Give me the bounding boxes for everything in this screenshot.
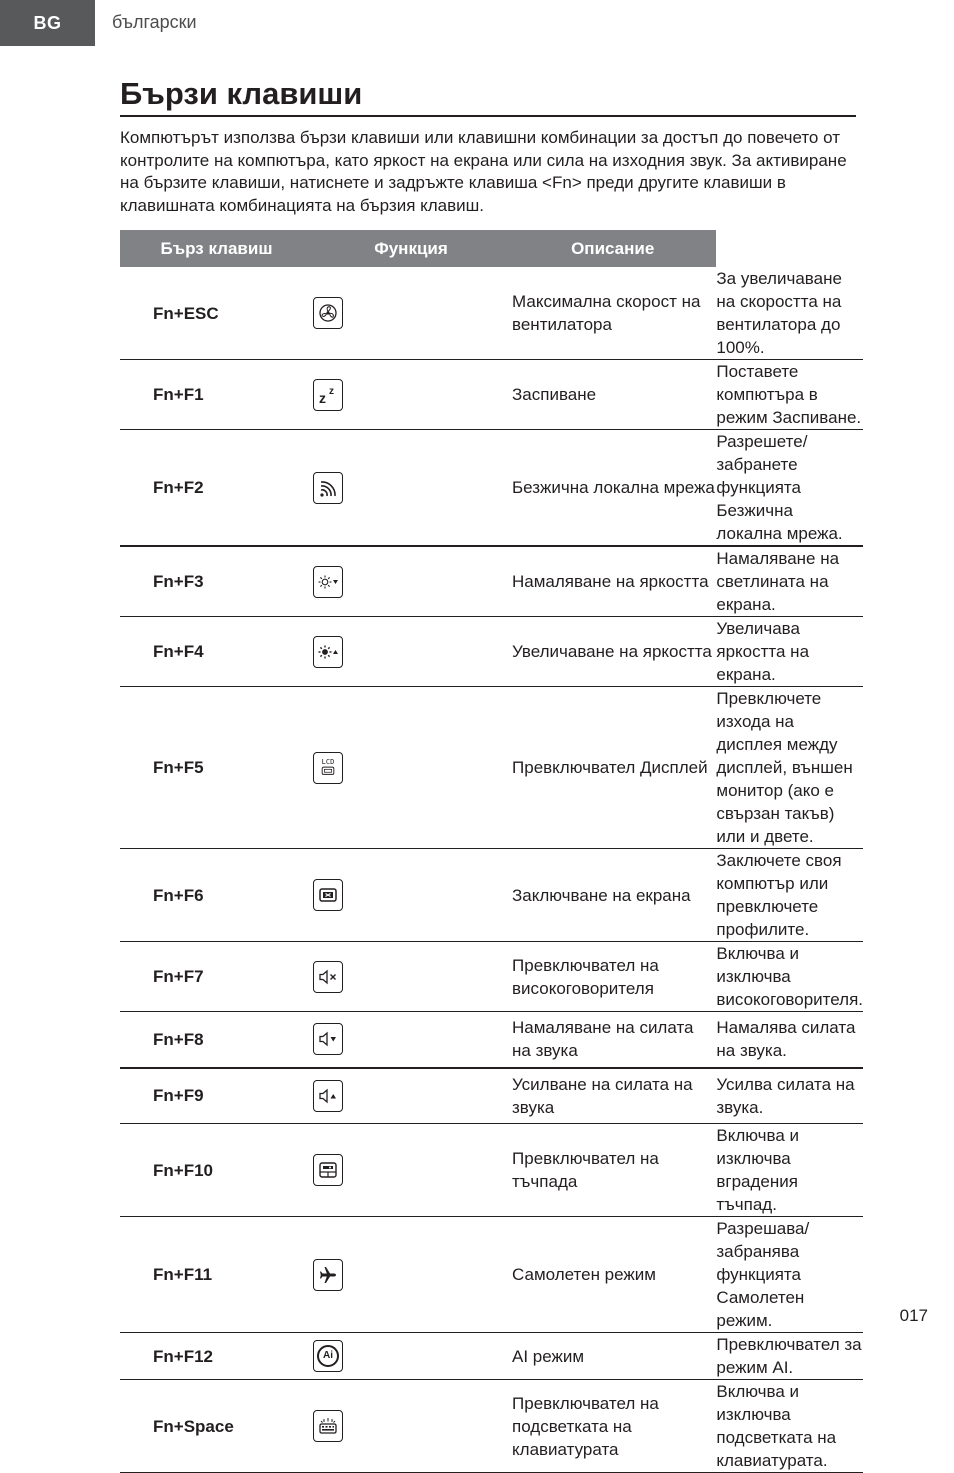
description-cell: Намаляване на светлината на екрана.	[716, 546, 863, 617]
ai-label: Ai	[323, 1350, 333, 1361]
table-row	[120, 546, 863, 617]
hotkey-cell: Fn+F10	[120, 1124, 313, 1217]
hotkey-cell: Fn+Space	[120, 1380, 313, 1473]
function-cell: Самолетен режим	[509, 1217, 716, 1333]
hotkey-cell: Fn+F9	[120, 1068, 313, 1124]
intro-paragraph: Компютърът използва бързи клавиши или клавишни комбинации за достъп до повечето от контролите на компютъра, като яркост на екрана или сила на изходния звук. За активиране на бързите клавиши, натиснете и задръжте клавиша <Fn> преди другите клавиши в клавишната комбинацията на бързия клавиш.	[120, 128, 847, 216]
function-cell: Намаляване на силата на звука	[509, 1012, 716, 1068]
table-row	[120, 1068, 863, 1124]
table-row	[120, 1012, 863, 1068]
hotkey-cell: Fn+F5	[120, 687, 313, 849]
description-cell: Превключвател за режим AI.	[716, 1333, 863, 1380]
description-cell: Разрешава/забранява функцията Самолетен режим.	[716, 1217, 863, 1333]
sleep-icon	[313, 379, 343, 411]
function-cell: Превключвател Дисплей	[509, 687, 716, 849]
function-cell: Заключване на екрана	[509, 849, 716, 942]
speaker-mute-icon	[313, 961, 343, 993]
hotkey-cell: Fn+F3	[120, 546, 313, 617]
header-description: Описание	[509, 230, 716, 267]
description-cell: Разрешете/забранете функцията Безжична локална мрежа.	[716, 430, 863, 547]
volume-down-icon	[313, 1023, 343, 1055]
page-title: Бързи клавиши	[120, 76, 363, 111]
function-cell: Превключвател на тъчпада	[509, 1124, 716, 1217]
table-row	[120, 430, 863, 547]
volume-up-icon	[313, 1080, 343, 1112]
function-cell: Намаляване на яркостта	[509, 546, 716, 617]
hotkey-cell: Fn+F11	[120, 1217, 313, 1333]
description-cell: Превключете изхода на дисплея между дисплей, външен монитор (ако е свързан такъв) или и двете.	[716, 687, 863, 849]
function-cell: Максимална скорост на вентилатора	[509, 267, 716, 360]
table-row	[120, 267, 863, 360]
header-hotkey: Бърз клавиш	[120, 230, 313, 267]
wireless-icon	[313, 472, 343, 504]
header-function: Функция	[313, 230, 509, 267]
language-name: български	[112, 12, 197, 32]
description-cell: Увеличава яркостта на екрана.	[716, 617, 863, 687]
language-code: BG	[33, 12, 62, 33]
table-row	[120, 1124, 863, 1217]
brightness-up-icon	[313, 636, 343, 668]
language-tab	[0, 0, 95, 46]
function-cell: Усилване на силата на звука	[509, 1068, 716, 1124]
table-row	[120, 1217, 863, 1333]
description-cell: Усилва силата на звука.	[716, 1068, 863, 1124]
description-cell: Включва и изключва подсветката на клавиатурата.	[716, 1380, 863, 1473]
table-row	[120, 617, 863, 687]
table-row	[120, 360, 863, 430]
keyboard-backlight-icon	[313, 1410, 343, 1442]
page-number: 017	[899, 1306, 928, 1325]
function-cell: Превключвател на подсветката на клавиатурата	[509, 1380, 716, 1473]
table-header-row	[120, 230, 863, 267]
touchpad-icon	[313, 1154, 343, 1186]
table-row	[120, 942, 863, 1012]
description-cell: Намалява силата на звука.	[716, 1012, 863, 1068]
function-cell: Безжична локална мрежа	[509, 430, 716, 547]
lcd-label: LCD	[321, 758, 335, 766]
hotkey-cell: Fn+F6	[120, 849, 313, 942]
hotkey-cell: Fn+F2	[120, 430, 313, 547]
hotkey-cell: Fn+ESC	[120, 267, 313, 360]
hotkey-cell: Fn+F12	[120, 1333, 313, 1380]
function-cell: Увеличаване на яркостта	[509, 617, 716, 687]
table-row	[120, 1380, 863, 1473]
svg-text:z: z	[319, 389, 326, 406]
description-cell: Заключете своя компютър или превключете профилите.	[716, 849, 863, 942]
hotkey-cell: Fn+F8	[120, 1012, 313, 1068]
table-row	[120, 849, 863, 942]
svg-text:z: z	[329, 385, 334, 397]
ai-mode-icon	[313, 1340, 343, 1372]
description-cell: Поставете компютъра в режим Заспиване.	[716, 360, 863, 430]
screen-lock-icon	[313, 879, 343, 911]
description-cell: За увеличаване на скоростта на вентилатора до 100%.	[716, 267, 863, 360]
function-cell: AI режим	[509, 1333, 716, 1380]
function-cell: Превключвател на високоговорителя	[509, 942, 716, 1012]
lcd-display-icon	[313, 752, 343, 784]
description-cell: Включва и изключва вградения тъчпад.	[716, 1124, 863, 1217]
hotkey-cell: Fn+F7	[120, 942, 313, 1012]
table-row	[120, 687, 863, 849]
hotkey-table	[120, 230, 863, 1473]
table-row	[120, 1333, 863, 1380]
title-divider	[120, 115, 856, 117]
airplane-icon	[313, 1259, 343, 1291]
function-cell: Заспиване	[509, 360, 716, 430]
hotkey-cell: Fn+F4	[120, 617, 313, 687]
description-cell: Включва и изключва високоговорителя.	[716, 942, 863, 1012]
brightness-down-icon	[313, 566, 343, 598]
fan-icon	[313, 297, 343, 329]
hotkey-cell: Fn+F1	[120, 360, 313, 430]
